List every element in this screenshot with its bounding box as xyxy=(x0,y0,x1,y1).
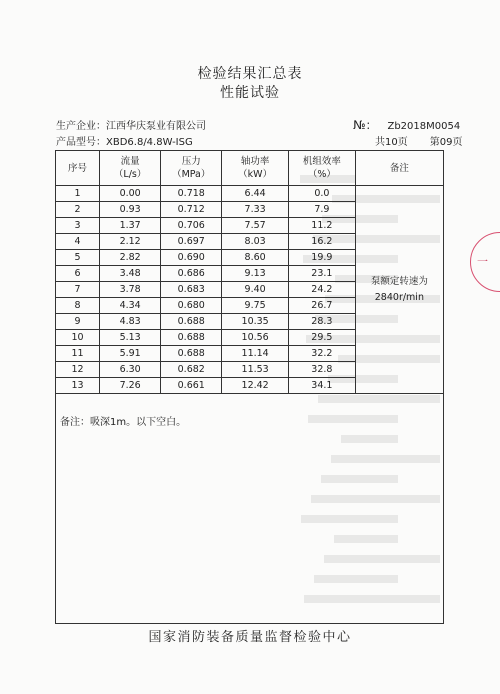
table-cell: 23.1 xyxy=(289,266,356,282)
table-cell: 19.9 xyxy=(289,250,356,266)
table-cell: 0.680 xyxy=(161,298,222,314)
table-cell: 5.91 xyxy=(100,346,161,362)
table-cell: 7.57 xyxy=(222,218,289,234)
table-cell: 0.682 xyxy=(161,362,222,378)
table-cell: 3.78 xyxy=(100,282,161,298)
table-cell: 28.3 xyxy=(289,314,356,330)
note-line: 泵额定转速为 xyxy=(370,275,428,287)
table-cell: 0.712 xyxy=(161,202,222,218)
table-cell: 2.12 xyxy=(100,234,161,250)
table-header-cell xyxy=(161,151,222,186)
table-cell: 7.9 xyxy=(289,202,356,218)
header-unit: （%） xyxy=(307,169,336,180)
model-label: 产品型号： xyxy=(56,137,106,148)
table-cell: 7.26 xyxy=(100,378,161,394)
header-label: 流量 xyxy=(120,156,140,167)
table-cell: 9.40 xyxy=(222,282,289,298)
table-cell: 7.33 xyxy=(222,202,289,218)
table-cell: 0.93 xyxy=(100,202,161,218)
table-cell: 26.7 xyxy=(289,298,356,314)
table-cell: 4.83 xyxy=(100,314,161,330)
table-cell: 10.56 xyxy=(222,330,289,346)
table-cell: 6.44 xyxy=(222,186,289,202)
header-label: 轴功率 xyxy=(240,156,270,167)
table-cell: 6.30 xyxy=(100,362,161,378)
table-cell: 7 xyxy=(56,282,100,298)
table-cell: 0.697 xyxy=(161,234,222,250)
table-body xyxy=(56,186,444,394)
page-subtitle: 性能试验 xyxy=(220,85,280,101)
table-cell: 11.53 xyxy=(222,362,289,378)
report-number-symbol: №： xyxy=(353,118,378,132)
table-cell: 13 xyxy=(56,378,100,394)
table-cell: 1.37 xyxy=(100,218,161,234)
table-cell: 9.13 xyxy=(222,266,289,282)
model-value: XBD6.8/4.8W-ISG xyxy=(106,137,193,148)
table-cell: 0.706 xyxy=(161,218,222,234)
table-cell: 10.35 xyxy=(222,314,289,330)
page-current: 第09页 xyxy=(429,137,463,148)
report-number-value: Zb2018M0054 xyxy=(387,121,461,132)
issuer-footer: 国家消防装备质量监督检验中心 xyxy=(148,630,352,645)
company-line xyxy=(56,117,206,132)
table-cell: 0.00 xyxy=(100,186,161,202)
page-count xyxy=(375,133,462,148)
table-cell: 0.688 xyxy=(161,330,222,346)
table-cell: 8.03 xyxy=(222,234,289,250)
company-value: 江西华庆泵业有限公司 xyxy=(106,121,206,132)
table-cell: 32.2 xyxy=(289,346,356,362)
table-cell: 0.690 xyxy=(161,250,222,266)
table-cell: 16.2 xyxy=(289,234,356,250)
model-line xyxy=(56,133,193,148)
table-cell: 24.2 xyxy=(289,282,356,298)
table-header-cell xyxy=(100,151,161,186)
table-cell: 3 xyxy=(56,218,100,234)
table-cell: 11 xyxy=(56,346,100,362)
table-cell: 6 xyxy=(56,266,100,282)
company-label: 生产企业： xyxy=(56,121,106,132)
table-cell: 0.688 xyxy=(161,346,222,362)
table-cell: 0.686 xyxy=(161,266,222,282)
table-cell: 0.718 xyxy=(161,186,222,202)
table-cell: 2 xyxy=(56,202,100,218)
stamp-mark: 一 xyxy=(477,255,488,268)
page-title: 检验结果汇总表 xyxy=(197,66,303,82)
header-label: 机组效率 xyxy=(302,156,341,167)
table-cell: 1 xyxy=(56,186,100,202)
table-cell: 2.82 xyxy=(100,250,161,266)
table-cell: 9 xyxy=(56,314,100,330)
table-cell: 12.42 xyxy=(222,378,289,394)
table-cell: 11.2 xyxy=(289,218,356,234)
table-cell: 29.5 xyxy=(289,330,356,346)
table-cell: 0.0 xyxy=(289,186,356,202)
report-number xyxy=(353,116,460,133)
header-label: 备注 xyxy=(389,162,409,174)
table-cell: 32.8 xyxy=(289,362,356,378)
note-line: 2840r/min xyxy=(374,291,424,303)
table-cell: 0.683 xyxy=(161,282,222,298)
results-table xyxy=(55,150,444,394)
table-header-cell xyxy=(289,151,356,186)
header-label: 压力 xyxy=(181,156,201,167)
table-row xyxy=(56,186,444,202)
header-label: 序号 xyxy=(68,162,88,174)
note-cell xyxy=(355,186,443,394)
table-cell: 10 xyxy=(56,330,100,346)
header-unit: （L/s） xyxy=(113,169,147,180)
table-cell: 3.48 xyxy=(100,266,161,282)
table-cell: 0.661 xyxy=(161,378,222,394)
header-unit: （MPa） xyxy=(172,169,211,180)
table-cell: 0.688 xyxy=(161,314,222,330)
table-cell: 4 xyxy=(56,234,100,250)
table-cell: 11.14 xyxy=(222,346,289,362)
table-cell: 9.75 xyxy=(222,298,289,314)
remark-text: 备注：吸深1m。以下空白。 xyxy=(60,417,187,428)
table-cell: 5 xyxy=(56,250,100,266)
table-header-cell xyxy=(56,151,100,186)
table-cell: 5.13 xyxy=(100,330,161,346)
table-header-cell xyxy=(222,151,289,186)
table-cell: 8 xyxy=(56,298,100,314)
table-header-cell xyxy=(355,151,443,186)
table-cell: 8.60 xyxy=(222,250,289,266)
table-header-row xyxy=(56,151,444,186)
pages-total: 共10页 xyxy=(375,137,408,148)
table-cell: 12 xyxy=(56,362,100,378)
table-cell: 4.34 xyxy=(100,298,161,314)
header-unit: （kW） xyxy=(238,169,273,180)
table-cell: 34.1 xyxy=(289,378,356,394)
